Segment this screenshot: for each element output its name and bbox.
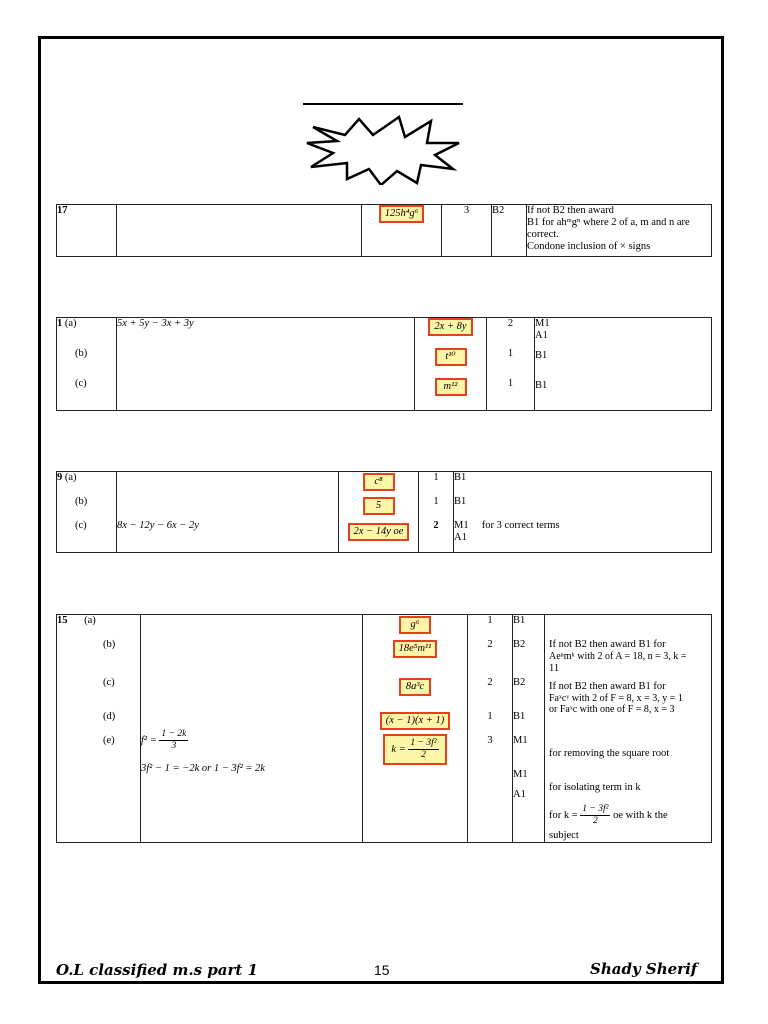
q15-part-label: (e) bbox=[103, 735, 115, 746]
q15a-code: B1 bbox=[513, 615, 526, 626]
q1-table bbox=[56, 317, 712, 411]
q9b-code: B1 bbox=[454, 496, 467, 507]
q15b-marks: 2 bbox=[487, 639, 493, 650]
q9-part-label: (a) bbox=[64, 472, 77, 483]
q15-part-label: (a) bbox=[84, 615, 96, 626]
q15-isolate-working: 3f² − 1 = −2k or 1 − 3f² = 2k bbox=[141, 763, 265, 774]
q1-part-label: (a) bbox=[64, 318, 77, 329]
q1b-marks: 1 bbox=[507, 348, 514, 359]
q15c-answer: 8a³c bbox=[399, 678, 431, 696]
q17-number: 17 bbox=[57, 205, 117, 257]
q9c-code: M1 bbox=[454, 520, 469, 531]
q9a-marks: 1 bbox=[433, 472, 439, 483]
q17-note: B1 for ahᵐgⁿ where 2 of a, m and n are correct. bbox=[527, 217, 690, 241]
q1a-answer: 2x + 8y bbox=[428, 318, 472, 336]
q1a-marks: 2 bbox=[507, 318, 514, 329]
q15c-note: or Faˣc with one of F = 8, x = 3 bbox=[549, 704, 675, 716]
q17-notes bbox=[527, 205, 712, 257]
q15b-code: B2 bbox=[513, 639, 526, 650]
q1b-code: B1 bbox=[535, 350, 548, 362]
q9b-marks: 1 bbox=[433, 496, 439, 507]
q15c-note: Faˣcʸ with 2 of F = 8, x = 3, y = 1 bbox=[549, 692, 683, 704]
q15-isolate-code: M1 bbox=[513, 769, 528, 780]
q15d-marks: 1 bbox=[487, 711, 493, 722]
q15-final-note: for k = $\frac{\text{1 − 3f²}}{2}$ oe with k the bbox=[549, 803, 668, 826]
q9c-code: A1 bbox=[454, 532, 467, 544]
q15b-note: Aeⁿmᵏ with 2 of A = 18, n = 3, k = bbox=[549, 651, 687, 663]
q15e-code: M1 bbox=[513, 735, 528, 746]
q15e-marks: 3 bbox=[487, 735, 493, 746]
q17-marks: 3 bbox=[442, 205, 492, 257]
q15d-code: B1 bbox=[513, 711, 526, 722]
q9c-answer: 2x − 14y oe bbox=[348, 523, 410, 541]
q15-table bbox=[56, 614, 712, 843]
q15e-working-lhs: f² = bbox=[141, 734, 157, 746]
q1b-answer: t¹⁰ bbox=[435, 348, 467, 366]
q15-final-code: A1 bbox=[513, 789, 526, 800]
q15e-working-fraction: $\frac{1 - 2k}{3}$ bbox=[161, 729, 187, 751]
q15-part-label: (b) bbox=[103, 639, 116, 650]
q9a-code: B1 bbox=[454, 472, 467, 483]
q15e-note: for removing the square root bbox=[549, 747, 670, 759]
q9c-note: for 3 correct terms bbox=[481, 520, 560, 531]
q1-part-label: (b) bbox=[75, 348, 88, 359]
q15a-marks: 1 bbox=[487, 615, 493, 626]
q1-number: 1 bbox=[57, 318, 63, 329]
q15c-code: B2 bbox=[513, 677, 526, 688]
q17-note: If not B2 then award bbox=[527, 205, 614, 216]
q15e-answer: k = $\frac{\text{1 − 3f²}}{2}$ bbox=[383, 734, 446, 765]
q15b-note: 11 bbox=[549, 662, 560, 674]
q15-part-label: (d) bbox=[103, 711, 116, 722]
footer-author: Shady Sherif bbox=[590, 960, 698, 978]
q17-note: Condone inclusion of × signs bbox=[527, 241, 651, 253]
q17-table bbox=[56, 204, 712, 257]
q15c-note: If not B2 then award B1 for bbox=[549, 680, 666, 692]
q17-answer: 125h⁴g⁶ bbox=[379, 205, 425, 223]
q17-code: B2 bbox=[492, 205, 527, 257]
q1a-working: 5x + 5y − 3x + 3y bbox=[117, 318, 194, 329]
footer-title: O.L classified m.s part 1 bbox=[56, 961, 258, 979]
title-rule bbox=[303, 103, 463, 105]
q15a-answer: g⁶ bbox=[399, 616, 431, 634]
q15-final-note: subject bbox=[549, 829, 579, 841]
q9c-marks: 2 bbox=[433, 520, 439, 531]
q1c-marks: 1 bbox=[507, 378, 514, 389]
q15-number: 15 bbox=[57, 615, 68, 626]
q9c-working: 8x − 12y − 6x − 2y bbox=[117, 520, 199, 531]
q1c-answer: m¹² bbox=[435, 378, 467, 396]
q15d-answer: (x − 1)(x + 1) bbox=[380, 712, 450, 730]
q17-working bbox=[117, 205, 362, 257]
q15-part-label: (c) bbox=[103, 677, 115, 688]
q9-part-label: (c) bbox=[75, 520, 87, 531]
q1-part-label: (c) bbox=[75, 378, 87, 389]
q1c-code: B1 bbox=[535, 380, 548, 392]
q9-table bbox=[56, 471, 712, 553]
q15-isolate-note: for isolating term in k bbox=[549, 781, 641, 793]
q1a-code: M1 bbox=[535, 318, 550, 329]
page-number: 15 bbox=[374, 962, 390, 978]
q9a-answer: c⁸ bbox=[363, 473, 395, 491]
q9-number: 9 bbox=[57, 472, 63, 483]
q15b-answer: 18e⁵m¹¹ bbox=[393, 640, 438, 658]
q1a-code: A1 bbox=[535, 330, 548, 342]
q15b-note: If not B2 then award B1 for bbox=[549, 639, 666, 650]
q15c-marks: 2 bbox=[487, 677, 493, 688]
q9-part-label: (b) bbox=[75, 496, 88, 507]
starburst-icon bbox=[303, 113, 463, 185]
q9b-answer: 5 bbox=[363, 497, 395, 515]
